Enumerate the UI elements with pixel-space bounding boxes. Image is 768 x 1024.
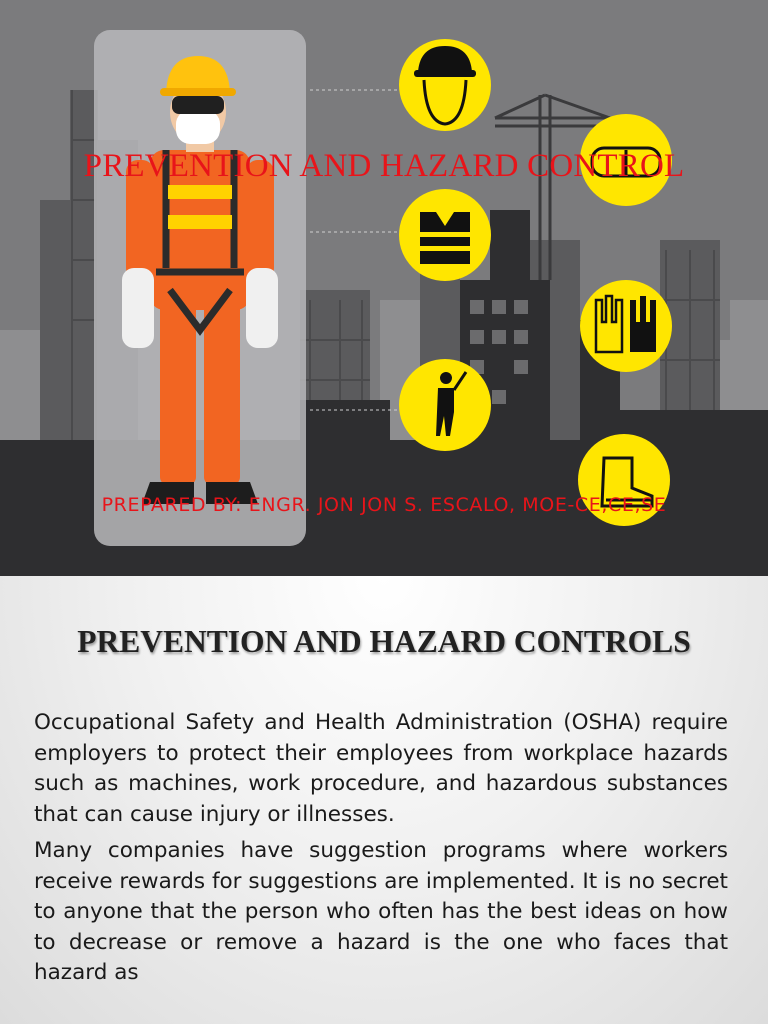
hard-hat-icon [399,39,491,131]
content-slide [0,576,768,1024]
paragraph-suggestions: Many companies have suggestion programs where workers receive rewards for suggestions are implemented. It is no secret to anyone that the person who often has the best ideas on how to decrease or remove a hazard is the one who faces that hazard as [34,838,728,985]
slide-title: PREVENTION AND HAZARD CONTROL [83,148,685,184]
harness-icon [399,359,491,451]
content-slide-title: PREVENTION AND HAZARD CONTROLS [77,624,691,659]
gloves-icon [580,280,672,372]
prepared-by-line: PREPARED BY: ENGR. JON JON S. ESCALO, MOE-CE,CE,SE [101,494,667,516]
body-text [34,708,728,995]
safety-vest-icon [399,189,491,281]
paragraph-osha: Occupational Safety and Health Administration (OSHA) require employers to protect their employees from workplace hazards such as machines, work procedure, and hazardous substances that can cause injury or illnesses. [34,710,728,827]
